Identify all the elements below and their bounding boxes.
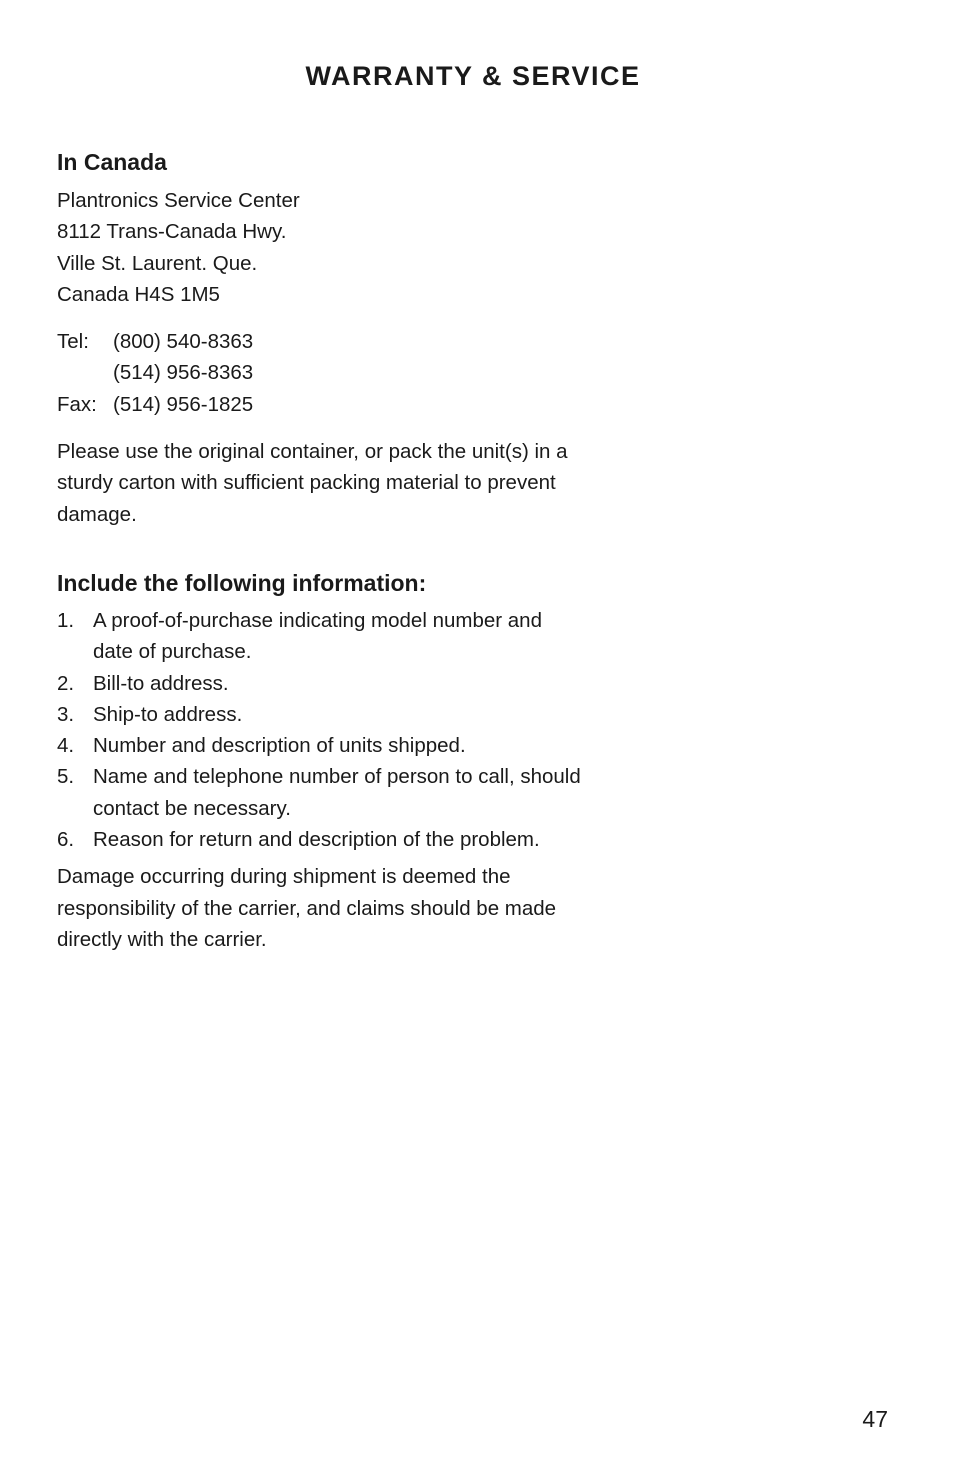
list-item-text: Reason for return and description of the problem. xyxy=(93,828,540,852)
list-item-text: Number and description of units shipped. xyxy=(93,734,466,758)
page-number: 47 xyxy=(862,1406,888,1432)
service-address xyxy=(57,185,587,310)
list-item xyxy=(57,824,587,855)
contact-row-fax xyxy=(57,389,587,420)
contact-row-tel xyxy=(57,326,587,357)
address-line: Plantronics Service Center xyxy=(57,189,300,212)
list-item-number: 6. xyxy=(57,828,75,852)
list-item-number: 2. xyxy=(57,671,75,695)
phone-number: (800) 540-8363 xyxy=(113,330,254,354)
address-line: Ville St. Laurent. Que. xyxy=(57,251,258,275)
contact-row-tel-alt xyxy=(57,357,587,388)
fax-number: (514) 956-1825 xyxy=(113,392,254,416)
list-item xyxy=(57,668,587,699)
page-title: WARRANTY & SERVICE xyxy=(305,61,641,91)
list-item-text: Bill-to address. xyxy=(93,671,229,695)
page-content xyxy=(57,145,587,955)
section-heading-info: Include the following information: xyxy=(57,569,427,596)
list-item-number: 4. xyxy=(57,734,75,758)
list-item-text: A proof-of-purchase indicating model number and date of purchase. xyxy=(93,608,542,664)
contact-label xyxy=(57,357,113,388)
list-item xyxy=(57,605,587,668)
list-item-text: Name and telephone number of person to call, should contact be necessary. xyxy=(93,765,581,820)
list-item-number: 3. xyxy=(57,702,75,726)
info-list xyxy=(57,605,587,855)
phone-number: (514) 956-8363 xyxy=(113,361,254,385)
list-item-number: 1. xyxy=(57,608,75,632)
list-item-text: Ship-to address. xyxy=(93,702,243,726)
packing-note: Please use the original container, or pack the unit(s) in a sturdy carton with sufficient packing material to prevent damage. xyxy=(57,440,568,526)
list-item xyxy=(57,761,587,824)
contact-label: Tel: xyxy=(57,330,89,354)
section-heading-canada: In Canada xyxy=(57,149,167,175)
contact-label: Fax: xyxy=(57,392,97,416)
list-item-number: 5. xyxy=(57,765,75,789)
list-item xyxy=(57,730,587,761)
address-line: Canada H4S 1M5 xyxy=(57,282,220,306)
address-line: 8112 Trans-Canada Hwy. xyxy=(57,220,287,244)
contact-numbers xyxy=(57,326,587,420)
damage-note: Damage occurring during shipment is deemed the responsibility of the carrier, and claims should be made directly with the carrier. xyxy=(57,865,557,951)
list-item xyxy=(57,699,587,730)
